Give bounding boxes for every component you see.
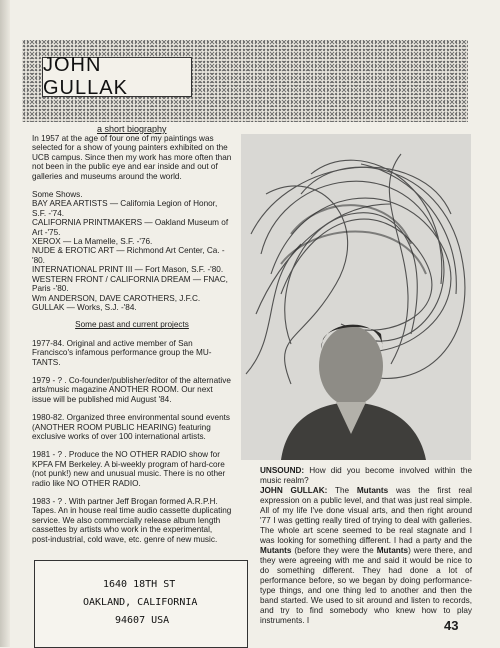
show-item: WESTERN FRONT / CALIFORNIA DREAM — FNAC, Paris -'80. <box>32 274 228 294</box>
project-item: 1980-82. Organized three environmental sound events (ANOTHER ROOM PUBLIC HEARING) featuring exclusive works of over 100 international artists. <box>32 413 230 441</box>
projects-heading: Some past and current projects <box>75 320 189 330</box>
page-number: 43 <box>444 618 459 633</box>
address-box <box>34 560 248 648</box>
project-item: 1977-84. Original and active member of San Francisco's infamous performance group the MU-TANTS. <box>32 338 212 367</box>
title-box <box>42 54 192 99</box>
show-item: CALIFORNIA PRINTMAKERS — Oakland Museum of Art -'75. <box>32 218 229 237</box>
interview-answer <box>260 486 472 626</box>
address-street: 1640 18TH ST <box>103 579 176 590</box>
answer-text: The <box>334 486 357 495</box>
interviewer-label: UNSOUND: <box>260 466 305 475</box>
page-title: JOHN GULLAK <box>43 54 128 99</box>
interview-question <box>260 466 472 486</box>
answer-text: ) were there, and they were agreeing with me and said it would be nice to do something different. They had done a lot of performance before, so we began by doing performance-type things, and one thing led to another and then the band started. We used to sit around and listen to records, and try to find somebody who knew how to play instruments. I <box>260 546 472 625</box>
intro-paragraph: In 1957 at the age of four one of my paintings was selected for a show of young painters exhibited on the UCB campus. Since then my work has more often than not been in the public eye and ear inside and out of galleries and museums around the world. <box>32 134 232 181</box>
address-city: OAKLAND, CALIFORNIA <box>83 597 198 608</box>
question-text: How did you become involved within the music realm? <box>260 466 473 485</box>
project-item: 1981 - ? . Produce the NO OTHER RADIO show for KPFA FM Berkeley. A bi-weekly program of hard-core (not punk!) new and unusual music. There is no other radio like NO OTHER RADIO. <box>32 450 226 488</box>
project-item: 1979 - ? . Co-founder/publisher/editor of the alternative arts/music magazine ANOTHER ROOM. Our next issue will be published mid August '84. <box>32 375 231 404</box>
answer-text: was the first real expression on a public level, and that was just real simple. All of my life I've done visual arts, and then right around '77 I was getting really tired of trying to deal with galleries. The whole art scene seemed to be real stagnate and I was looking for something different. I had a party and the <box>260 486 472 545</box>
band-name: Mutants <box>260 546 292 555</box>
artist-photo <box>241 134 471 460</box>
show-item: NUDE & EROTIC ART — Richmond Art Center, Ca. -'80. <box>32 246 225 265</box>
address-zip: 94607 USA <box>115 615 170 626</box>
band-name: Mutants <box>356 486 389 495</box>
show-item: XEROX — La Mamelle, S.F. -'76. <box>32 237 153 247</box>
shows-heading: Some Shows. <box>32 190 83 200</box>
show-item: Wm ANDERSON, DAVE CAROTHERS, J.F.C. GULLAK — Works, S.J. -'84. <box>32 293 201 312</box>
biography-column <box>32 134 232 544</box>
band-name: Mutants <box>376 546 409 555</box>
interviewee-label: JOHN GULLAK: <box>260 486 328 495</box>
show-item: INTERNATIONAL PRINT III — Fort Mason, S.F. -'80. <box>32 265 224 275</box>
show-item: BAY AREA ARTISTS — California Legion of Honor, S.F. -'74. <box>32 199 218 218</box>
project-item: 1983 - ? . With partner Jeff Brogan formed A.R.P.H. Tapes. An in house real time audio cassette duplicating service. We also commercially release album length cassettes by artists who work in the experimental, post-industrial, cold wave, etc. genre of new music. <box>32 497 232 544</box>
answer-text: (before they were the <box>291 546 377 555</box>
bio-heading: a short biography <box>97 124 167 134</box>
interview-column <box>260 466 472 626</box>
page-binding-shadow <box>0 0 10 647</box>
